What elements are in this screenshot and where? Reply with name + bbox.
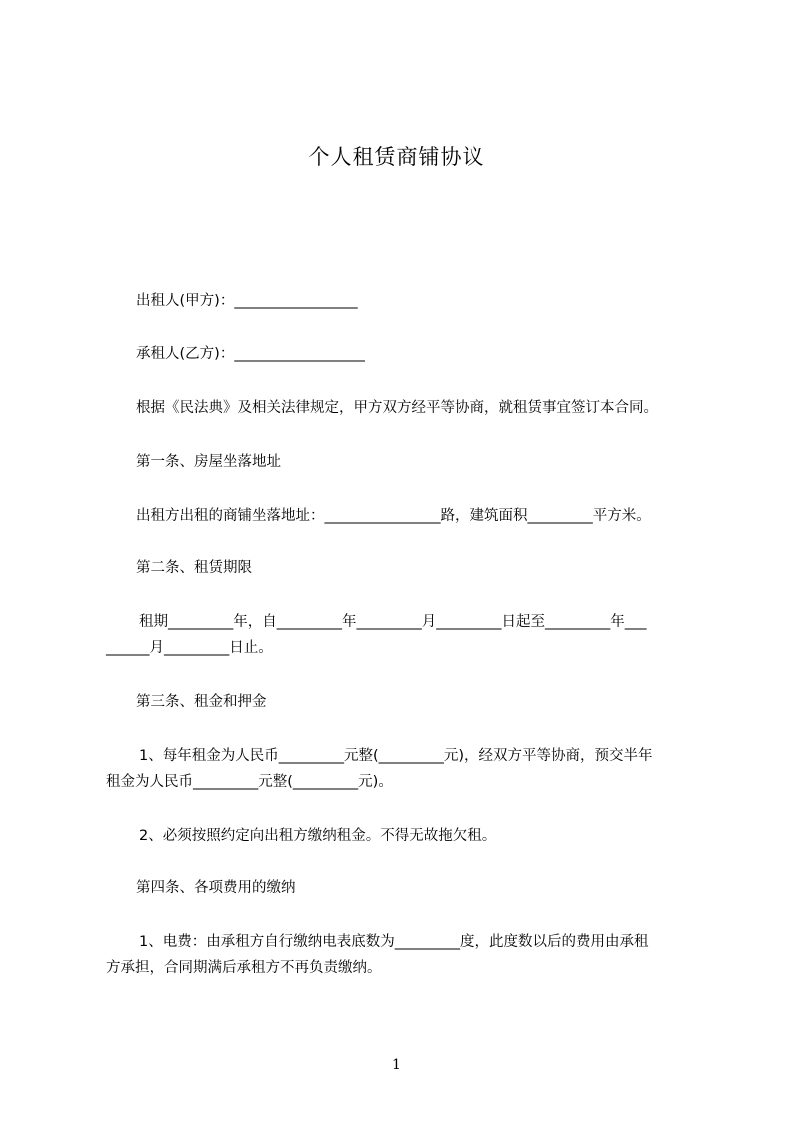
- rent-paragraph-line-2: 租金为人民币_________元整(_________元)。: [106, 774, 393, 790]
- lessor-line: 出租人(甲方)：_________________: [136, 293, 358, 309]
- article-2-heading: 第二条、租赁期限: [136, 560, 252, 576]
- rent-payment-paragraph: 2、必须按照约定向出租方缴纳租金。不得无故拖欠租。: [139, 828, 497, 844]
- page-number: 1: [392, 1057, 401, 1073]
- lessee-line: 承租人(乙方)：__________________: [136, 346, 365, 362]
- rent-paragraph-line-1: 1、每年租金为人民币_________元整(_________元)，经双方平等协商，预交半年: [139, 748, 653, 764]
- lease-term-paragraph-line-2: ______月_________日止。: [106, 640, 273, 656]
- article-3-heading: 第三条、租金和押金: [136, 694, 267, 710]
- electricity-paragraph-line-1: 1、电费：由承租方自行缴纳电表底数为_________度，此度数以后的费用由承租: [139, 934, 649, 950]
- article-4-heading: 第四条、各项费用的缴纳: [136, 880, 296, 896]
- lease-term-paragraph-line-1: 租期_________年，自_________年_________月_________日起至_________年___: [139, 614, 647, 630]
- address-paragraph: 出租方出租的商铺坐落地址：________________路，建筑面积_________平方米。: [136, 508, 651, 524]
- electricity-paragraph-line-2: 方承担，合同期满后承租方不再负责缴纳。: [106, 960, 382, 976]
- article-1-heading: 第一条、房屋坐落地址: [136, 454, 281, 470]
- document-title: 个人租赁商铺协议: [308, 145, 485, 169]
- preamble-paragraph: 根据《民法典》及相关法律规定，甲方双方经平等协商，就租赁事宜签订本合同。: [136, 400, 658, 416]
